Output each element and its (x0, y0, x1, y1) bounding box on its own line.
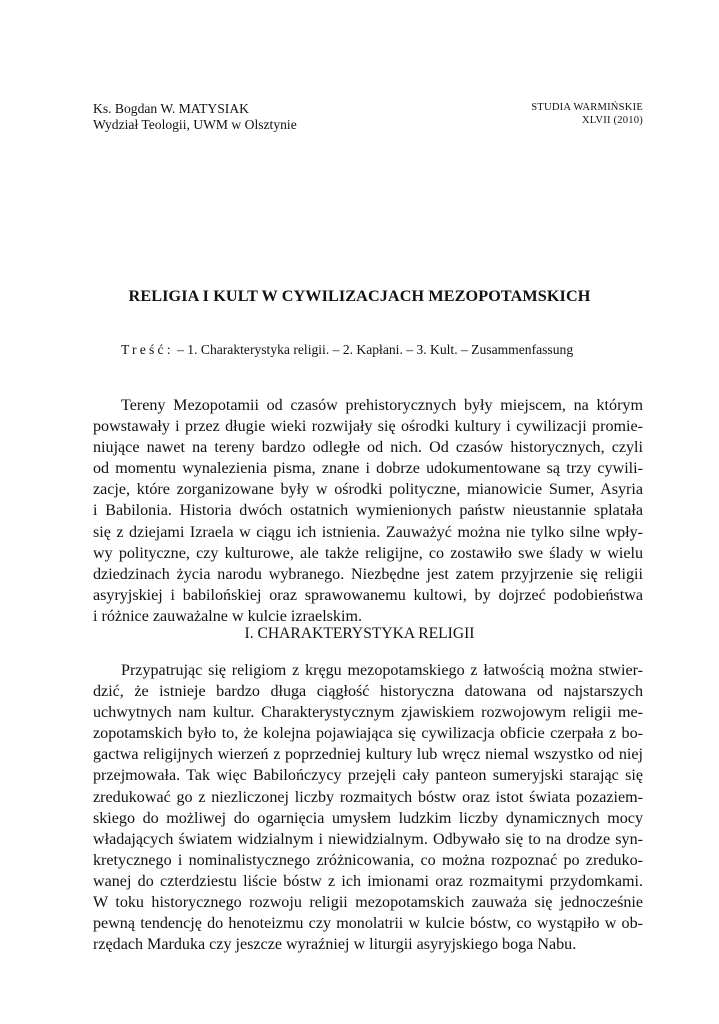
paragraph-line: wy polityczne, czy kulturowe, ale także religijne, co zostawiło swe ślady w wielu (93, 544, 643, 562)
intro-paragraph (93, 395, 643, 627)
paragraph-line: zopotamskich było to, że kolejna pojawiająca się cywilizacja obficie czerpała z bo- (93, 725, 643, 743)
table-of-contents (121, 342, 573, 358)
paragraph-line: niujące nawet na tereny bardzo odległe od nich. Od czasów historycznych, czyli (93, 439, 643, 457)
paragraph-line: dziedzinach życia narodu wybranego. Niezbędne jest zatem przyjrzenie się religii (93, 565, 643, 583)
author-block (93, 101, 297, 133)
contents-label: Treść: (121, 342, 174, 357)
paragraph-line: zredukować go z niezliczonej liczby rozmaitych bóstw oraz istot świata pozaziem- (93, 788, 643, 806)
paragraph-line: władających światem widzialnym i niewidzialnym. Odbywało się to na drodze syn- (93, 830, 643, 848)
paragraph-line: W toku historycznego rozwoju religii mezopotamskich zauważa się jednocześnie (93, 894, 643, 912)
contents-items: – 1. Charakterystyka religii. – 2. Kapłani. – 3. Kult. – Zusammenfassung (173, 342, 574, 357)
paragraph-line: uchwytnych nam kultur. Charakterystycznym zjawiskiem rozwojowym religii me- (93, 704, 643, 722)
paragraph-line: i Babilonia. Historia dwóch ostatnich wymienionych państw nieustannie splatała (93, 502, 643, 520)
paragraph-line: dzić, że istnieje bardzo długa ciągłość historyczna datowana od najstarszych (93, 683, 643, 701)
journal-block (531, 101, 643, 127)
paragraph-line: rzędach Marduka czy jeszcze wyraźniej w liturgii asyryjskiego boga Nabu. (93, 936, 577, 954)
paragraph-line: gactwa religijnych wierzeń z poprzedniej kultury lub wręcz niemal wszystko od niej (93, 746, 643, 764)
paragraph-line: się z dziejami Izraela w ciągu ich istnienia. Zauważyć można nie tylko silne wpły- (93, 523, 643, 541)
paragraph-line: wanej do czterdziestu liście bóstw z ich imionami oraz rozmaitymi przydomkami. (93, 872, 643, 890)
paragraph-line: kretycznego i nominalistycznego zróżnicowania, co można rozpoznać po zreduko- (93, 851, 643, 869)
paragraph-line: Tereny Mezopotamii od czasów prehistorycznych były miejscem, na którym (121, 397, 643, 414)
paragraph-line: Przypatrując się religiom z kręgu mezopotamskiego z łatwością można stwier- (121, 662, 643, 679)
paragraph-line: pewną tendencję do henoteizmu czy monolatrii w kulcie bóstw, co wystąpiło w ob- (93, 915, 643, 933)
section-paragraph (93, 660, 643, 955)
journal-name: STUDIA WARMIŃSKIE (531, 102, 643, 113)
paragraph-line: i różnice zauważalne w kulcie izraelskim. (93, 607, 362, 625)
paragraph-line: od momentu wynalezienia pisma, znane i dobrze udokumentowane są trzy cywili- (93, 460, 643, 478)
journal-volume: XLVII (2010) (581, 115, 643, 126)
paragraph-line: skiego do możliwej do ogarnięcia umysłem ludzkim liczby dynamicznych mocy (93, 809, 643, 827)
paragraph-line: przejmowała. Tak więc Babilończycy przejęli cały panteon sumeryjski starając się (93, 767, 643, 785)
paragraph-line: powstawały i przez długie wieki rozwijały się ośrodki kultury i cywilizacji promie- (93, 418, 643, 436)
section-heading: I. CHARAKTERYSTYKA RELIGII (244, 625, 475, 642)
author-affiliation: Wydział Teologii, UWM w Olsztynie (93, 117, 297, 132)
paragraph-line: asyryjskiej i babilońskiej oraz sprawowanemu kultowi, by dojrzeć podobieństwa (93, 586, 643, 604)
paragraph-line: zacje, które zorganizowane były w ośrodki polityczne, mianowicie Sumer, Asyria (93, 481, 643, 499)
article-title: RELIGIA I KULT W CYWILIZACJACH MEZOPOTAMSKICH (128, 287, 591, 305)
author-name: Ks. Bogdan W. MATYSIAK (93, 101, 249, 116)
